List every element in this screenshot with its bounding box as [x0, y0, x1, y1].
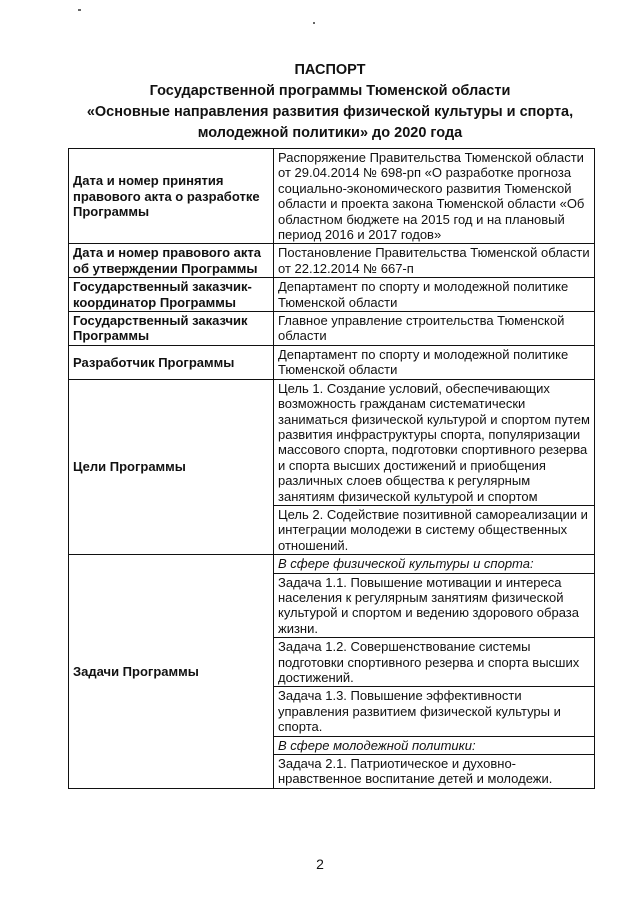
- title-line-1: ПАСПОРТ: [294, 62, 366, 78]
- row-value-customer: Главное управление строительства Тюменской области: [274, 312, 595, 346]
- passport-table: [68, 148, 595, 789]
- table-row: [69, 149, 595, 244]
- table-row: [69, 312, 595, 346]
- row-label-coordinator: Государственный заказчик-координатор Программы: [69, 278, 274, 312]
- task-1-1: Задача 1.1. Повышение мотивации и интереса населения к регулярным занятиям физической культурой и спортом и ведению здорового образа жизни.: [274, 573, 595, 638]
- goal-1: Цель 1. Создание условий, обеспечивающих возможность гражданам систематически заниматься физической культурой и спортом путем развития инфраструктуры спорта, популяризации массового спорта, подготовки спортивного резерва и спорта высших достижений и приобщения различных слоев общества к регулярным занятиям физической культурой и спортом: [274, 379, 595, 505]
- tasks-section-youth: В сфере молодежной политики:: [274, 736, 595, 754]
- row-value-developer: Департамент по спорту и молодежной политике Тюменской области: [274, 345, 595, 379]
- row-value-coordinator: Департамент по спорту и молодежной политике Тюменской области: [274, 278, 595, 312]
- goal-2: Цель 2. Содействие позитивной самореализации и интеграции молодежи в систему общественных отношений.: [274, 505, 595, 554]
- row-label-developer: Разработчик Программы: [69, 345, 274, 379]
- row-label-adoption: Дата и номер принятия правового акта о разработке Программы: [69, 149, 274, 244]
- row-value-approval: Постановление Правительства Тюменской области от 22.12.2014 № 667-п: [274, 244, 595, 278]
- table-row: [69, 379, 595, 505]
- table-row: [69, 244, 595, 278]
- passport-title: [60, 60, 600, 144]
- title-line-3: «Основные направления развития физической культуры и спорта,: [86, 104, 574, 120]
- task-1-2: Задача 1.2. Совершенствование системы подготовки спортивного резерва и спорта высших достижений.: [274, 638, 595, 687]
- table-row: [69, 345, 595, 379]
- title-line-2: Государственной программы Тюменской области: [149, 83, 511, 99]
- table-row: [69, 278, 595, 312]
- task-2-1: Задача 2.1. Патриотическое и духовно-нравственное воспитание детей и молодежи.: [274, 755, 595, 789]
- scan-speck: [313, 22, 315, 24]
- table-row: [69, 555, 595, 573]
- task-1-3: Задача 1.3. Повышение эффективности управления развитием физической культуры и спорта.: [274, 687, 595, 736]
- row-value-adoption: Распоряжение Правительства Тюменской области от 29.04.2014 № 698-рп «О разработке прогноза социально-экономического развития Тюменской области и проекта закона Тюменской области «Об областном бюджете на 2015 год и на плановый период 2016 и 2017 годов»: [274, 149, 595, 244]
- scan-speck: [78, 9, 81, 11]
- title-line-4: молодежной политики» до 2020 года: [197, 125, 463, 141]
- tasks-section-sport: В сфере физической культуры и спорта:: [274, 555, 595, 573]
- row-label-tasks: Задачи Программы: [69, 555, 274, 789]
- row-label-customer: Государственный заказчик Программы: [69, 312, 274, 346]
- page-number: 2: [316, 856, 324, 872]
- row-label-goals: Цели Программы: [69, 379, 274, 554]
- row-label-approval: Дата и номер правового акта об утверждении Программы: [69, 244, 274, 278]
